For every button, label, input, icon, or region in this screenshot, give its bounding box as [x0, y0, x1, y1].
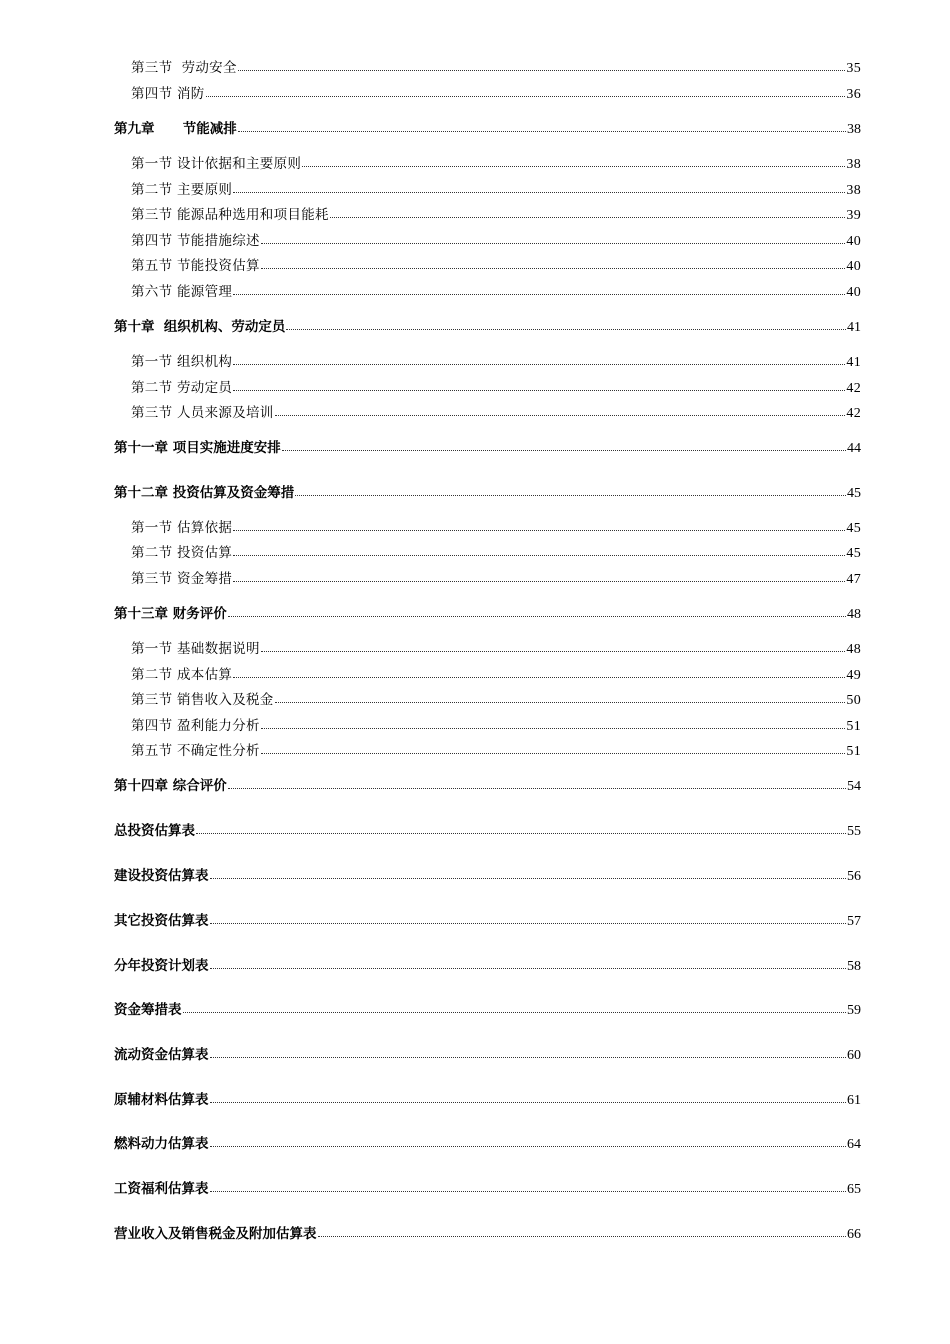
toc-dot-leader — [261, 728, 846, 729]
toc-dot-leader — [330, 217, 846, 218]
toc-entry-page-number: 51 — [846, 719, 861, 734]
toc-dot-leader — [196, 833, 846, 834]
toc-entry-page-number: 64 — [847, 1137, 861, 1152]
toc-chapter-entry[interactable] — [114, 1222, 861, 1242]
toc-entry-title: 第十一章 项目实施进度安排 — [114, 440, 281, 456]
toc-entry-title: 第六节 能源管理 — [131, 284, 233, 300]
toc-entry-page-number: 45 — [846, 546, 861, 561]
toc-dot-leader — [210, 968, 847, 969]
toc-entry-title: 第四节 消防 — [131, 86, 205, 102]
toc-dot-leader — [286, 329, 846, 330]
toc-chapter-entry[interactable] — [114, 1043, 861, 1063]
toc-entry-page-number: 57 — [847, 914, 861, 929]
toc-dot-leader — [261, 651, 846, 652]
toc-entry-title: 第一节 组织机构 — [131, 354, 233, 370]
toc-chapter-entry[interactable] — [114, 774, 861, 794]
toc-entry-title: 第九章 节能减排 — [114, 121, 237, 137]
toc-dot-leader — [210, 1146, 847, 1147]
toc-dot-leader — [228, 616, 846, 617]
toc-dot-leader — [318, 1236, 847, 1237]
toc-entry-page-number: 42 — [846, 381, 861, 396]
toc-dot-leader — [275, 702, 846, 703]
toc-dot-leader — [302, 166, 845, 167]
toc-dot-leader — [228, 788, 846, 789]
toc-entry-page-number: 56 — [847, 869, 861, 884]
toc-entry-page-number: 51 — [846, 744, 861, 759]
toc-section-entry[interactable] — [131, 663, 861, 683]
toc-entry-page-number: 35 — [846, 61, 861, 76]
toc-entry-page-number: 38 — [847, 122, 861, 137]
toc-section-entry[interactable] — [131, 637, 861, 657]
toc-chapter-entry[interactable] — [114, 864, 861, 884]
toc-entry-title: 分年投资计划表 — [114, 958, 209, 974]
toc-dot-leader — [233, 294, 845, 295]
toc-entry-page-number: 48 — [846, 642, 861, 657]
toc-chapter-entry[interactable] — [114, 998, 861, 1018]
toc-section-entry[interactable] — [131, 401, 861, 421]
toc-entry-title: 第一节 基础数据说明 — [131, 641, 260, 657]
toc-dot-leader — [238, 70, 846, 71]
toc-entry-page-number: 55 — [847, 824, 861, 839]
toc-entry-title: 第一节 估算依据 — [131, 520, 233, 536]
toc-entry-title: 第十四章 综合评价 — [114, 778, 227, 794]
toc-entry-page-number: 36 — [846, 87, 861, 102]
toc-section-entry[interactable] — [131, 516, 861, 536]
toc-entry-page-number: 49 — [846, 668, 861, 683]
toc-entry-page-number: 58 — [847, 959, 861, 974]
toc-entry-page-number: 66 — [847, 1227, 861, 1242]
toc-entry-title: 建设投资估算表 — [114, 868, 209, 884]
toc-entry-page-number: 40 — [846, 234, 861, 249]
toc-dot-leader — [233, 192, 845, 193]
toc-entry-title: 资金筹措表 — [114, 1002, 182, 1018]
toc-entry-title: 第三节 资金筹措 — [131, 571, 233, 587]
toc-entry-title: 第三节 人员来源及培训 — [131, 405, 274, 421]
toc-dot-leader — [261, 753, 846, 754]
toc-section-entry[interactable] — [131, 541, 861, 561]
toc-entry-title: 原辅材料估算表 — [114, 1092, 209, 1108]
toc-entry-title: 流动资金估算表 — [114, 1047, 209, 1063]
toc-dot-leader — [275, 415, 846, 416]
toc-dot-leader — [210, 878, 847, 879]
toc-entry-title: 燃料动力估算表 — [114, 1136, 209, 1152]
toc-entry-title: 第五节 节能投资估算 — [131, 258, 260, 274]
toc-entry-page-number: 42 — [846, 406, 861, 421]
toc-entry-page-number: 61 — [847, 1093, 861, 1108]
toc-chapter-entry[interactable] — [114, 1132, 861, 1152]
toc-section-entry[interactable] — [131, 739, 861, 759]
toc-entry-page-number: 45 — [846, 521, 861, 536]
toc-entry-page-number: 45 — [847, 486, 861, 501]
toc-entry-title: 第五节 不确定性分析 — [131, 743, 260, 759]
toc-entry-page-number: 40 — [846, 259, 861, 274]
toc-chapter-entry[interactable] — [114, 481, 861, 501]
toc-chapter-entry[interactable] — [114, 954, 861, 974]
toc-section-entry[interactable] — [131, 56, 861, 76]
toc-section-entry[interactable] — [131, 178, 861, 198]
toc-dot-leader — [233, 364, 845, 365]
toc-entry-title: 第二节 成本估算 — [131, 667, 233, 683]
toc-entry-title: 其它投资估算表 — [114, 913, 209, 929]
toc-entry-title: 第三节 销售收入及税金 — [131, 692, 274, 708]
toc-chapter-entry[interactable] — [114, 436, 861, 456]
toc-entry-page-number: 39 — [846, 208, 861, 223]
toc-entry-page-number: 65 — [847, 1182, 861, 1197]
toc-entry-title: 第四节 节能措施综述 — [131, 233, 260, 249]
toc-entry-title: 第三节 劳动安全 — [131, 60, 237, 76]
toc-dot-leader — [206, 96, 846, 97]
toc-section-entry[interactable] — [131, 688, 861, 708]
toc-entry-title: 总投资估算表 — [114, 823, 195, 839]
toc-entry-title: 工资福利估算表 — [114, 1181, 209, 1197]
toc-entry-page-number: 38 — [846, 183, 861, 198]
toc-entry-page-number: 54 — [847, 779, 861, 794]
toc-chapter-entry[interactable] — [114, 1177, 861, 1197]
toc-dot-leader — [233, 530, 845, 531]
toc-section-entry[interactable] — [131, 280, 861, 300]
toc-chapter-entry[interactable] — [114, 819, 861, 839]
toc-dot-leader — [233, 581, 845, 582]
toc-dot-leader — [210, 1057, 847, 1058]
toc-entry-title: 第四节 盈利能力分析 — [131, 718, 260, 734]
toc-section-entry[interactable] — [131, 376, 861, 396]
toc-section-entry[interactable] — [131, 203, 861, 223]
toc-entry-page-number: 41 — [847, 320, 861, 335]
toc-dot-leader — [210, 1102, 847, 1103]
toc-entry-page-number: 59 — [847, 1003, 861, 1018]
toc-section-entry[interactable] — [131, 714, 861, 734]
toc-chapter-entry[interactable] — [114, 315, 861, 335]
toc-section-entry[interactable] — [131, 350, 861, 370]
toc-dot-leader — [183, 1012, 847, 1013]
toc-entry-page-number: 44 — [847, 441, 861, 456]
toc-entry-title: 第十二章 投资估算及资金筹措 — [114, 485, 295, 501]
toc-entry-page-number: 41 — [846, 355, 861, 370]
toc-section-entry[interactable] — [131, 82, 861, 102]
toc-entry-page-number: 50 — [846, 693, 861, 708]
toc-section-entry[interactable] — [131, 229, 861, 249]
toc-dot-leader — [210, 923, 847, 924]
toc-dot-leader — [210, 1191, 847, 1192]
toc-chapter-entry[interactable] — [114, 117, 861, 137]
toc-dot-leader — [238, 131, 846, 132]
toc-entry-title: 营业收入及销售税金及附加估算表 — [114, 1226, 317, 1242]
toc-entry-title: 第一节 设计依据和主要原则 — [131, 156, 302, 172]
toc-entry-title: 第三节 能源品种选用和项目能耗 — [131, 207, 329, 223]
toc-entry-page-number: 38 — [846, 157, 861, 172]
toc-section-entry[interactable] — [131, 567, 861, 587]
toc-chapter-entry[interactable] — [114, 1088, 861, 1108]
toc-section-entry[interactable] — [131, 152, 861, 172]
toc-entry-title: 第二节 主要原则 — [131, 182, 233, 198]
toc-entry-page-number: 47 — [846, 572, 861, 587]
toc-entry-title: 第二节 投资估算 — [131, 545, 233, 561]
toc-entry-title: 第二节 劳动定员 — [131, 380, 233, 396]
toc-dot-leader — [233, 677, 845, 678]
toc-dot-leader — [233, 555, 845, 556]
toc-entry-title: 第十章 组织机构、劳动定员 — [114, 319, 286, 335]
toc-dot-leader — [261, 268, 846, 269]
toc-dot-leader — [295, 495, 846, 496]
toc-section-entry[interactable] — [131, 254, 861, 274]
toc-dot-leader — [282, 450, 846, 451]
toc-entry-title: 第十三章 财务评价 — [114, 606, 227, 622]
toc-chapter-entry[interactable] — [114, 909, 861, 929]
toc-entry-page-number: 40 — [846, 285, 861, 300]
toc-dot-leader — [261, 243, 846, 244]
toc-dot-leader — [233, 390, 845, 391]
toc-chapter-entry[interactable] — [114, 602, 861, 622]
toc-entry-page-number: 60 — [847, 1048, 861, 1063]
toc-entry-page-number: 48 — [847, 607, 861, 622]
